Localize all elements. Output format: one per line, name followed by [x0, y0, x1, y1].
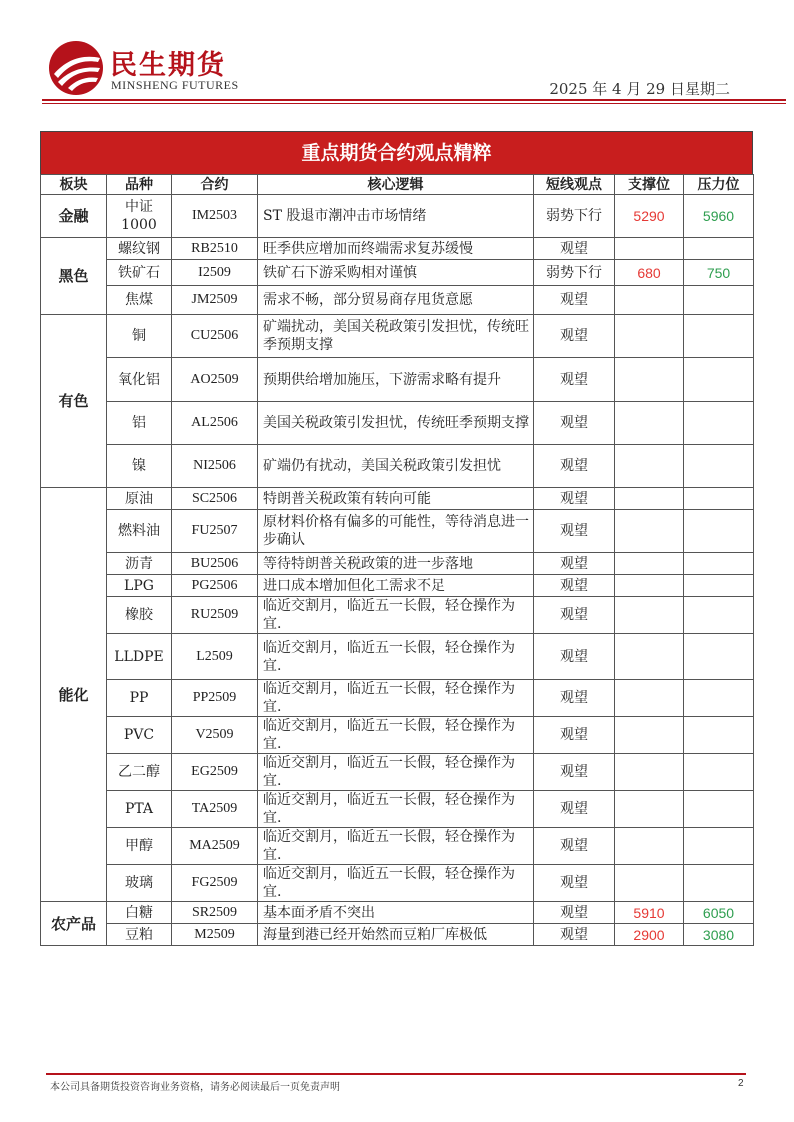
contract-cell: I2509 — [172, 260, 258, 286]
view-cell: 观望 — [534, 445, 615, 488]
logic-cell: 美国关税政策引发担忧，传统旺季预期支撑 — [258, 402, 534, 445]
table-row — [41, 195, 754, 238]
resistance-cell — [684, 445, 754, 488]
table-row — [41, 791, 754, 828]
table-row — [41, 488, 754, 510]
variety-cell: 原油 — [107, 488, 172, 510]
logic-cell: 原材料价格有偏多的可能性，等待消息进一步确认 — [258, 510, 534, 553]
logic-cell: 临近交割月，临近五一长假，轻仓操作为宜. — [258, 791, 534, 828]
view-cell: 观望 — [534, 510, 615, 553]
variety-cell: PTA — [107, 791, 172, 828]
logic-cell: ST 股退市潮冲击市场情绪 — [258, 195, 534, 238]
contract-cell: FU2507 — [172, 510, 258, 553]
support-cell — [615, 680, 684, 717]
logic-cell: 进口成本增加但化工需求不足 — [258, 575, 534, 597]
contract-cell: SR2509 — [172, 902, 258, 924]
view-cell: 观望 — [534, 402, 615, 445]
contract-cell: NI2506 — [172, 445, 258, 488]
logic-cell: 临近交割月，临近五一长假，轻仓操作为宜. — [258, 680, 534, 717]
contract-cell: RB2510 — [172, 238, 258, 260]
resistance-cell — [684, 634, 754, 680]
table-row — [41, 902, 754, 924]
logic-cell: 矿端扰动，美国关税政策引发担忧，传统旺季预期支撑 — [258, 315, 534, 358]
resistance-cell — [684, 575, 754, 597]
table-row — [41, 828, 754, 865]
view-cell: 观望 — [534, 717, 615, 754]
resistance-cell: 5960 — [684, 195, 754, 238]
view-cell: 观望 — [534, 488, 615, 510]
table-row — [41, 445, 754, 488]
contract-cell: RU2509 — [172, 597, 258, 634]
support-cell — [615, 510, 684, 553]
support-cell: 680 — [615, 260, 684, 286]
view-cell: 观望 — [534, 358, 615, 402]
support-cell — [615, 717, 684, 754]
contract-cell: TA2509 — [172, 791, 258, 828]
variety-cell: 中证1000 — [107, 195, 172, 238]
table-title: 重点期货合约观点精粹 — [40, 131, 753, 174]
variety-cell: 沥青 — [107, 553, 172, 575]
support-cell — [615, 575, 684, 597]
resistance-cell — [684, 754, 754, 791]
resistance-cell — [684, 358, 754, 402]
col-header-variety: 品种 — [107, 175, 172, 195]
variety-cell: LPG — [107, 575, 172, 597]
company-name-cn: 民生期货 — [110, 50, 226, 81]
variety-cell: 螺纹钢 — [107, 238, 172, 260]
table-row — [41, 286, 754, 315]
footer-disclaimer: 本公司具备期货投资咨询业务资格，请务必阅读最后一页免责声明 — [50, 1082, 340, 1093]
col-header-resistance: 压力位 — [684, 175, 754, 195]
table-row — [41, 717, 754, 754]
table-row — [41, 680, 754, 717]
contract-cell: AO2509 — [172, 358, 258, 402]
view-cell: 观望 — [534, 865, 615, 902]
logic-cell: 基本面矛盾不突出 — [258, 902, 534, 924]
contract-cell: M2509 — [172, 924, 258, 946]
logic-cell: 特朗普关税政策有转向可能 — [258, 488, 534, 510]
table-row — [41, 597, 754, 634]
view-cell: 观望 — [534, 553, 615, 575]
contract-cell: AL2506 — [172, 402, 258, 445]
support-cell — [615, 238, 684, 260]
support-cell — [615, 754, 684, 791]
variety-cell: 玻璃 — [107, 865, 172, 902]
sector-cell: 黑色 — [41, 238, 107, 315]
page-number: 2 — [738, 1078, 744, 1089]
col-header-sector: 板块 — [41, 175, 107, 195]
contract-cell: L2509 — [172, 634, 258, 680]
table-row — [41, 924, 754, 946]
views-table — [40, 174, 754, 946]
variety-cell: 铜 — [107, 315, 172, 358]
support-cell — [615, 791, 684, 828]
footer-divider — [46, 1073, 746, 1075]
sector-cell: 金融 — [41, 195, 107, 238]
contract-cell: V2509 — [172, 717, 258, 754]
contract-cell: EG2509 — [172, 754, 258, 791]
logic-cell: 预期供给增加施压，下游需求略有提升 — [258, 358, 534, 402]
table-header-row — [41, 175, 754, 195]
variety-cell: 镍 — [107, 445, 172, 488]
resistance-cell — [684, 286, 754, 315]
logic-cell: 旺季供应增加而终端需求复苏缓慢 — [258, 238, 534, 260]
view-cell: 观望 — [534, 754, 615, 791]
support-cell: 2900 — [615, 924, 684, 946]
view-cell: 观望 — [534, 238, 615, 260]
table-body — [41, 195, 754, 946]
resistance-cell — [684, 791, 754, 828]
logic-cell: 临近交割月，临近五一长假，轻仓操作为宜. — [258, 717, 534, 754]
view-cell: 观望 — [534, 286, 615, 315]
contract-cell: FG2509 — [172, 865, 258, 902]
header-divider-thin — [42, 103, 786, 104]
col-header-logic: 核心逻辑 — [258, 175, 534, 195]
resistance-cell — [684, 510, 754, 553]
variety-cell: 白糖 — [107, 902, 172, 924]
view-cell: 观望 — [534, 791, 615, 828]
contract-cell: JM2509 — [172, 286, 258, 315]
report-date: 2025 年 4 月 29 日星期二 — [549, 80, 730, 98]
variety-cell: PP — [107, 680, 172, 717]
resistance-cell — [684, 680, 754, 717]
company-name-en: MINSHENG FUTURES — [111, 78, 239, 92]
variety-cell: 氧化铝 — [107, 358, 172, 402]
table-row — [41, 553, 754, 575]
resistance-cell — [684, 488, 754, 510]
futures-views-table — [40, 131, 753, 946]
table-row — [41, 634, 754, 680]
logic-cell: 等待特朗普关税政策的进一步落地 — [258, 553, 534, 575]
variety-cell: PVC — [107, 717, 172, 754]
view-cell: 观望 — [534, 634, 615, 680]
support-cell — [615, 828, 684, 865]
view-cell: 观望 — [534, 315, 615, 358]
contract-cell: CU2506 — [172, 315, 258, 358]
view-cell: 观望 — [534, 902, 615, 924]
logic-cell: 铁矿石下游采购相对谨慎 — [258, 260, 534, 286]
logic-cell: 需求不畅，部分贸易商存甩货意愿 — [258, 286, 534, 315]
view-cell: 弱势下行 — [534, 195, 615, 238]
col-header-contract: 合约 — [172, 175, 258, 195]
resistance-cell — [684, 597, 754, 634]
sector-cell: 能化 — [41, 488, 107, 902]
table-row — [41, 315, 754, 358]
table-row — [41, 260, 754, 286]
variety-cell: 焦煤 — [107, 286, 172, 315]
resistance-cell — [684, 828, 754, 865]
resistance-cell — [684, 865, 754, 902]
contract-cell: SC2506 — [172, 488, 258, 510]
logic-cell: 矿端仍有扰动，美国关税政策引发担忧 — [258, 445, 534, 488]
view-cell: 观望 — [534, 575, 615, 597]
resistance-cell — [684, 238, 754, 260]
variety-cell: 甲醇 — [107, 828, 172, 865]
resistance-cell — [684, 402, 754, 445]
contract-cell: MA2509 — [172, 828, 258, 865]
table-row — [41, 358, 754, 402]
contract-cell: PG2506 — [172, 575, 258, 597]
support-cell — [615, 634, 684, 680]
resistance-cell — [684, 315, 754, 358]
logic-cell: 海量到港已经开始然而豆粕厂库极低 — [258, 924, 534, 946]
variety-cell: 橡胶 — [107, 597, 172, 634]
variety-cell: LLDPE — [107, 634, 172, 680]
sector-cell: 农产品 — [41, 902, 107, 946]
support-cell — [615, 315, 684, 358]
resistance-cell — [684, 717, 754, 754]
table-row — [41, 402, 754, 445]
resistance-cell: 3080 — [684, 924, 754, 946]
logic-cell: 临近交割月，临近五一长假，轻仓操作为宜. — [258, 865, 534, 902]
view-cell: 弱势下行 — [534, 260, 615, 286]
support-cell: 5910 — [615, 902, 684, 924]
table-row — [41, 575, 754, 597]
table-row — [41, 865, 754, 902]
logic-cell: 临近交割月，临近五一长假，轻仓操作为宜. — [258, 597, 534, 634]
resistance-cell: 6050 — [684, 902, 754, 924]
minsheng-logo-icon — [48, 40, 104, 96]
support-cell — [615, 358, 684, 402]
view-cell: 观望 — [534, 680, 615, 717]
page-header — [42, 40, 752, 104]
contract-cell: IM2503 — [172, 195, 258, 238]
support-cell — [615, 402, 684, 445]
support-cell — [615, 286, 684, 315]
support-cell — [615, 445, 684, 488]
contract-cell: PP2509 — [172, 680, 258, 717]
variety-cell: 铁矿石 — [107, 260, 172, 286]
view-cell: 观望 — [534, 924, 615, 946]
sector-cell: 有色 — [41, 315, 107, 488]
resistance-cell — [684, 553, 754, 575]
variety-cell: 乙二醇 — [107, 754, 172, 791]
view-cell: 观望 — [534, 597, 615, 634]
table-row — [41, 510, 754, 553]
support-cell: 5290 — [615, 195, 684, 238]
col-header-support: 支撑位 — [615, 175, 684, 195]
contract-cell: BU2506 — [172, 553, 258, 575]
table-row — [41, 238, 754, 260]
view-cell: 观望 — [534, 828, 615, 865]
support-cell — [615, 597, 684, 634]
support-cell — [615, 488, 684, 510]
variety-cell: 豆粕 — [107, 924, 172, 946]
variety-cell: 铝 — [107, 402, 172, 445]
support-cell — [615, 865, 684, 902]
header-divider — [42, 99, 786, 101]
logic-cell: 临近交割月，临近五一长假，轻仓操作为宜. — [258, 828, 534, 865]
table-row — [41, 754, 754, 791]
logic-cell: 临近交割月，临近五一长假，轻仓操作为宜. — [258, 634, 534, 680]
variety-cell: 燃料油 — [107, 510, 172, 553]
logic-cell: 临近交割月，临近五一长假，轻仓操作为宜. — [258, 754, 534, 791]
support-cell — [615, 553, 684, 575]
col-header-view: 短线观点 — [534, 175, 615, 195]
resistance-cell: 750 — [684, 260, 754, 286]
